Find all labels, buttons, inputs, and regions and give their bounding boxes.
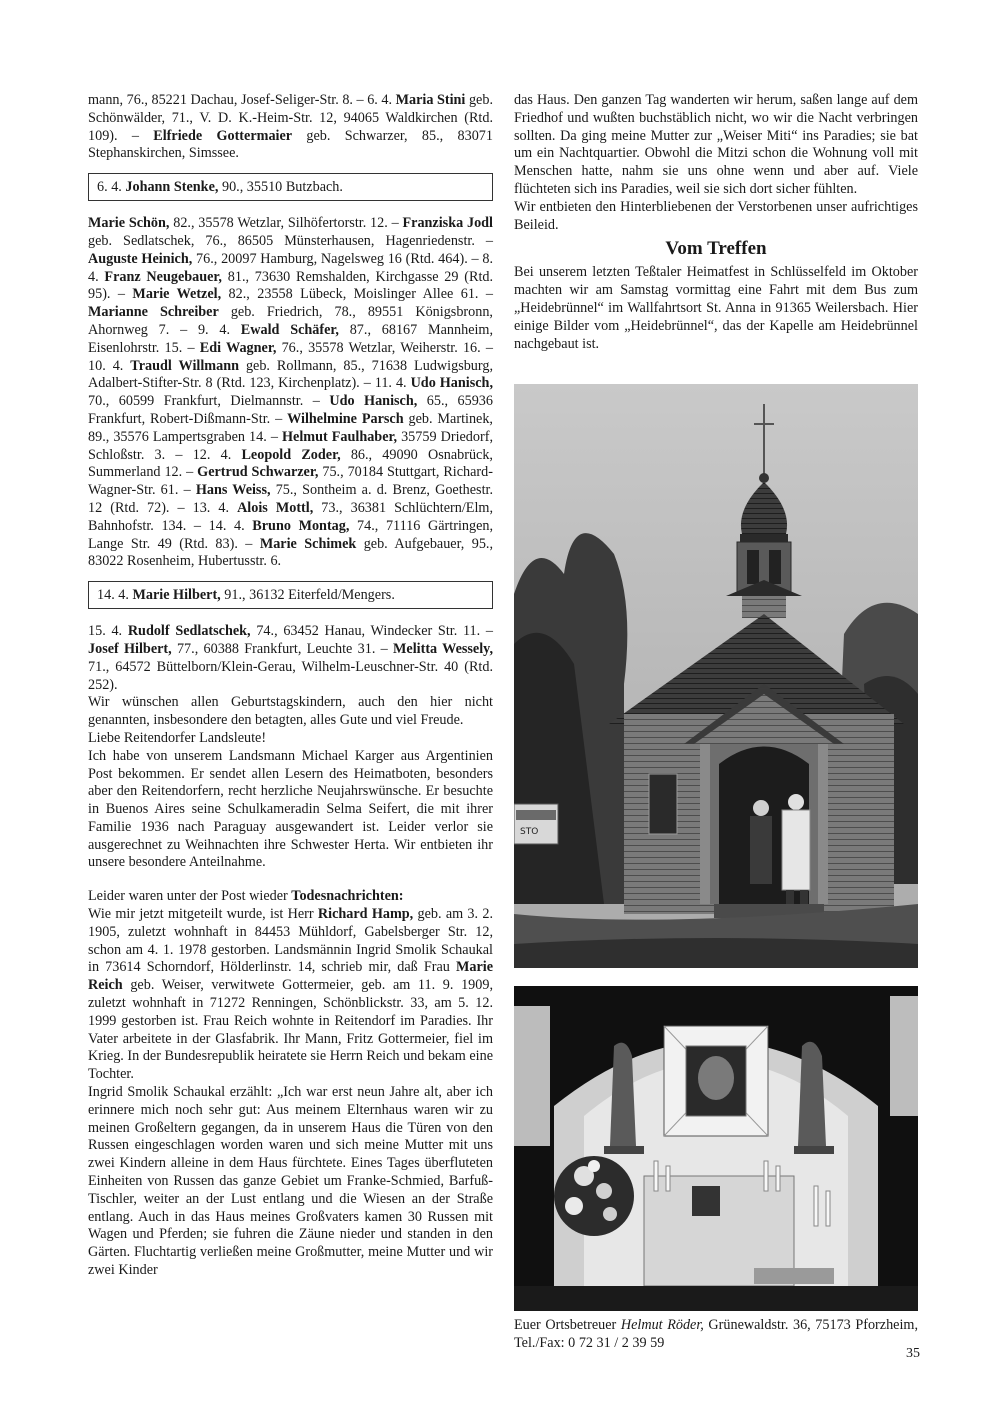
birthday-list-end: 15. 4. Rudolf Sedlatschek, 74., 63452 Hanau, Windecker Str. 11. – Josef Hilbert, 77., 60388 Frankfurt, Leuchte 31. – Melitta Wessely, 71., 64572 Büttelborn/Klein-Gerau, Wilhelm-Leuschner-Str. 40 (Rtd. 252).: [88, 623, 494, 693]
recollection-continued: das Haus. Den ganzen Tag wanderten wir herum, saßen lange auf dem Friedhof und wußten buchstäblich nicht, wo wir die Nacht verbringen sollten. Da ging meine Mutter zur „Weiser Miti“ ins Paradies; sie bat um ein Nachtquartier. Obwohl die Mitzi schon die Wohnung voll mit Menschen hatte, nahm sie uns ohne wenn und aber auf. Viele flüchteten sich ins Paradies, weil sie sich dort sicher fühlten.: [514, 92, 918, 197]
caption-ortsbetreuer: Euer Ortsbetreuer Helmut Röder, Grünewaldstr. 36, 75173 Pforzheim, Tel./Fax: 0 72 31 / 2 39 59: [514, 1317, 918, 1351]
greeting: Liebe Reitendorfer Landsleute!: [88, 729, 267, 746]
recollection-paragraph: Ingrid Smolik Schaukal erzählt: „Ich war erst neun Jahre alt, aber ich erinnere mich noch sehr gut: Aus meinem Elternhaus waren wir zu meinen Großeltern gegangen, da in unserem Haus die Türen von den Russen eingeschlagen worden waren und sich meine Mutter mit uns zwei Kindern alleine in dem Haus fürchtete. Eines Tages überfluteten Einheiten von Russen das ganze Gebiet um Franke-Schmied, Barfuß-Tischler, weiter an der Lust entlang und die Wiesen an der Straße entlang. Auch in das Haus meines Großvaters kamen 30 Russen mit Wagen und Pferden; sie fuhren die Zäune nieder und standen in den Gärten. Fluchtartig verließen meine Großmutter, meine Mutter und wir zwei Kinder: [88, 1084, 493, 1279]
argentina-post-paragraph: Ich habe von unserem Landsmann Michael Karger aus Argentinien Post bekommen. Er sendet allen Lesern des Heimatboten, besonders aber den Reitendorfern, recht herzliche Neujahrswünsche. Er besuchte in Buenos Aires seine Schulkameradin Selma Seifert, die mit ihrer Familie 1936 nach Paraguay ausgewandert ist. Leider verlor sie ausgerechnet zu Weihnachten ihre Schwester Herta. Wir entbieten ihr unsere besondere Anteilnahme.: [88, 747, 493, 871]
left-column: [88, 92, 493, 1280]
highlight-box-johann-stenke: 6. 4. Johann Stenke, 90., 35510 Butzbach.: [88, 173, 493, 201]
meeting-paragraph: Bei unserem letzten Teßtaler Heimatfest in Schlüsselfeld im Oktober machten wir am Samstag vormittag eine Fahrt mit dem Bus zum „Heidebrünnel“ im Wallfahrtsort St. Anna in 91365 Weilersbach. Hier einige Bilder vom „Heidebrünnel“, das der Kapelle am Heidebrünnel nachgebaut ist.: [514, 264, 918, 352]
photo-chapel-interior: [514, 986, 918, 1311]
highlight-box-marie-hilbert: 14. 4. Marie Hilbert, 91., 36132 Eiterfeld/Mengers.: [88, 581, 493, 609]
photo-chapel-exterior: [514, 384, 918, 968]
page-number: 35: [906, 1346, 920, 1361]
death-notices-intro: Leider waren unter der Post wieder Todesnachrichten:: [88, 888, 404, 905]
birthday-wishes: Wir wünschen allen Geburtstagskindern, auch den hier nicht genannten, insbesondere den betagten, alles Gute und viel Freude.: [88, 694, 493, 729]
section-heading-vom-treffen: Vom Treffen: [665, 238, 767, 260]
right-column: [514, 92, 918, 353]
birthday-list-continued: mann, 76., 85221 Dachau, Josef-Seliger-Str. 8. – 6. 4. Maria Stini geb. Schönwälder, 71., V. D. K.-Heim-Str. 12, 94065 Waldkirchen (Rtd. 109). – Elfriede Gottermaier geb. Schwarzer, 85., 83071 Stephanskirchen, Simssee.: [88, 92, 493, 162]
bus-lettering: STO: [520, 827, 539, 837]
birthday-list: Marie Schön, 82., 35578 Wetzlar, Silhöfertorstr. 12. – Franziska Jodl geb. Sedlatschek, 76., 86505 Münsterhausen, Hagenriedenstr. – Auguste Heinich, 76., 20097 Hamburg, Nagelsweg 16 (Rtd. 464). – 8. 4. Franz Neugebauer, 81., 73630 Remshalden, Kirchgasse 29 (Rtd. 95). – Marie Wetzel, 82., 23558 Lübeck, Moislinger Allee 61. – Marianne Schreiber geb. Friedrich, 78., 89551 Königsbronn, Ahornweg 7. – 9. 4. Ewald Schäfer, 87., 68167 Mannheim, Eisenlohrstr. 15. – Edi Wagner, 76., 35578 Wetzlar, Weiherstr. 16. – 10. 4. Traudl Willmann geb. Rollmann, 85., 71638 Ludwigsburg, Adalbert-Stifter-Str. 8 (Rtd. 123, Kirchenplatz). – 11. 4. Udo Hanisch, 70., 60599 Frankfurt, Dielmannstr. – Udo Hanisch, 65., 65936 Frankfurt, Robert-Dißmann-Str. – Wilhelmine Parsch geb. Martinek, 89., 35576 Lampertsgraben 14. – Helmut Faulhaber, 35759 Driedorf, Schloßstr. 3. – 12. 4. Leopold Zoder, 86., 49090 Osnabrück, Summerland 12. – Gertrud Schwarzer, 75., 70184 Stuttgart, Richard-Wagner-Str. 61. – Hans Weiss, 75., Sontheim a. d. Brenz, Goethestr. 12 (Rtd. 72). – 13. 4. Alois Mottl, 73., 36381 Schlüchtern/Elm, Bahnhofstr. 134. – 14. 4. Bruno Montag, 74., 71116 Gärtringen, Lange Str. 49 (Rtd. 83). – Marie Schimek geb. Aufgebauer, 95., 83022 Rosenheim, Hubertusstr. 6.: [88, 215, 494, 570]
death-notices-paragraph: Wie mir jetzt mitgeteilt wurde, ist Herr Richard Hamp, geb. am 3. 2. 1905, zuletzt wohnhaft in 84453 Mühldorf, Gabelsberger Str. 12, schon am 4. 1. 1978 gestorben. Landsmännin Ingrid Smolik Schaukal in 73614 Schorndorf, Hölderlinstr. 14, schrieb mir, daß Frau Marie Reich geb. Weiser, verwitwete Gottermeier, geb. am 11. 9. 1909, zuletzt wohnhaft in 71272 Renningen, Schönblickstr. 33, am 5. 12. 1999 gestorben ist. Frau Reich wohnte in Reitendorf im Paradies. Ihr Vater arbeitete in der Glasfabrik. Ihr Mann, Fritz Gottermeier, fiel im Krieg. In der Bundesrepublik heiratete sie Herrn Reich und bekam eine Tochter.: [88, 906, 493, 1083]
condolences: Wir entbieten den Hinterbliebenen der Verstorbenen unser aufrichtiges Beileid.: [514, 198, 918, 233]
